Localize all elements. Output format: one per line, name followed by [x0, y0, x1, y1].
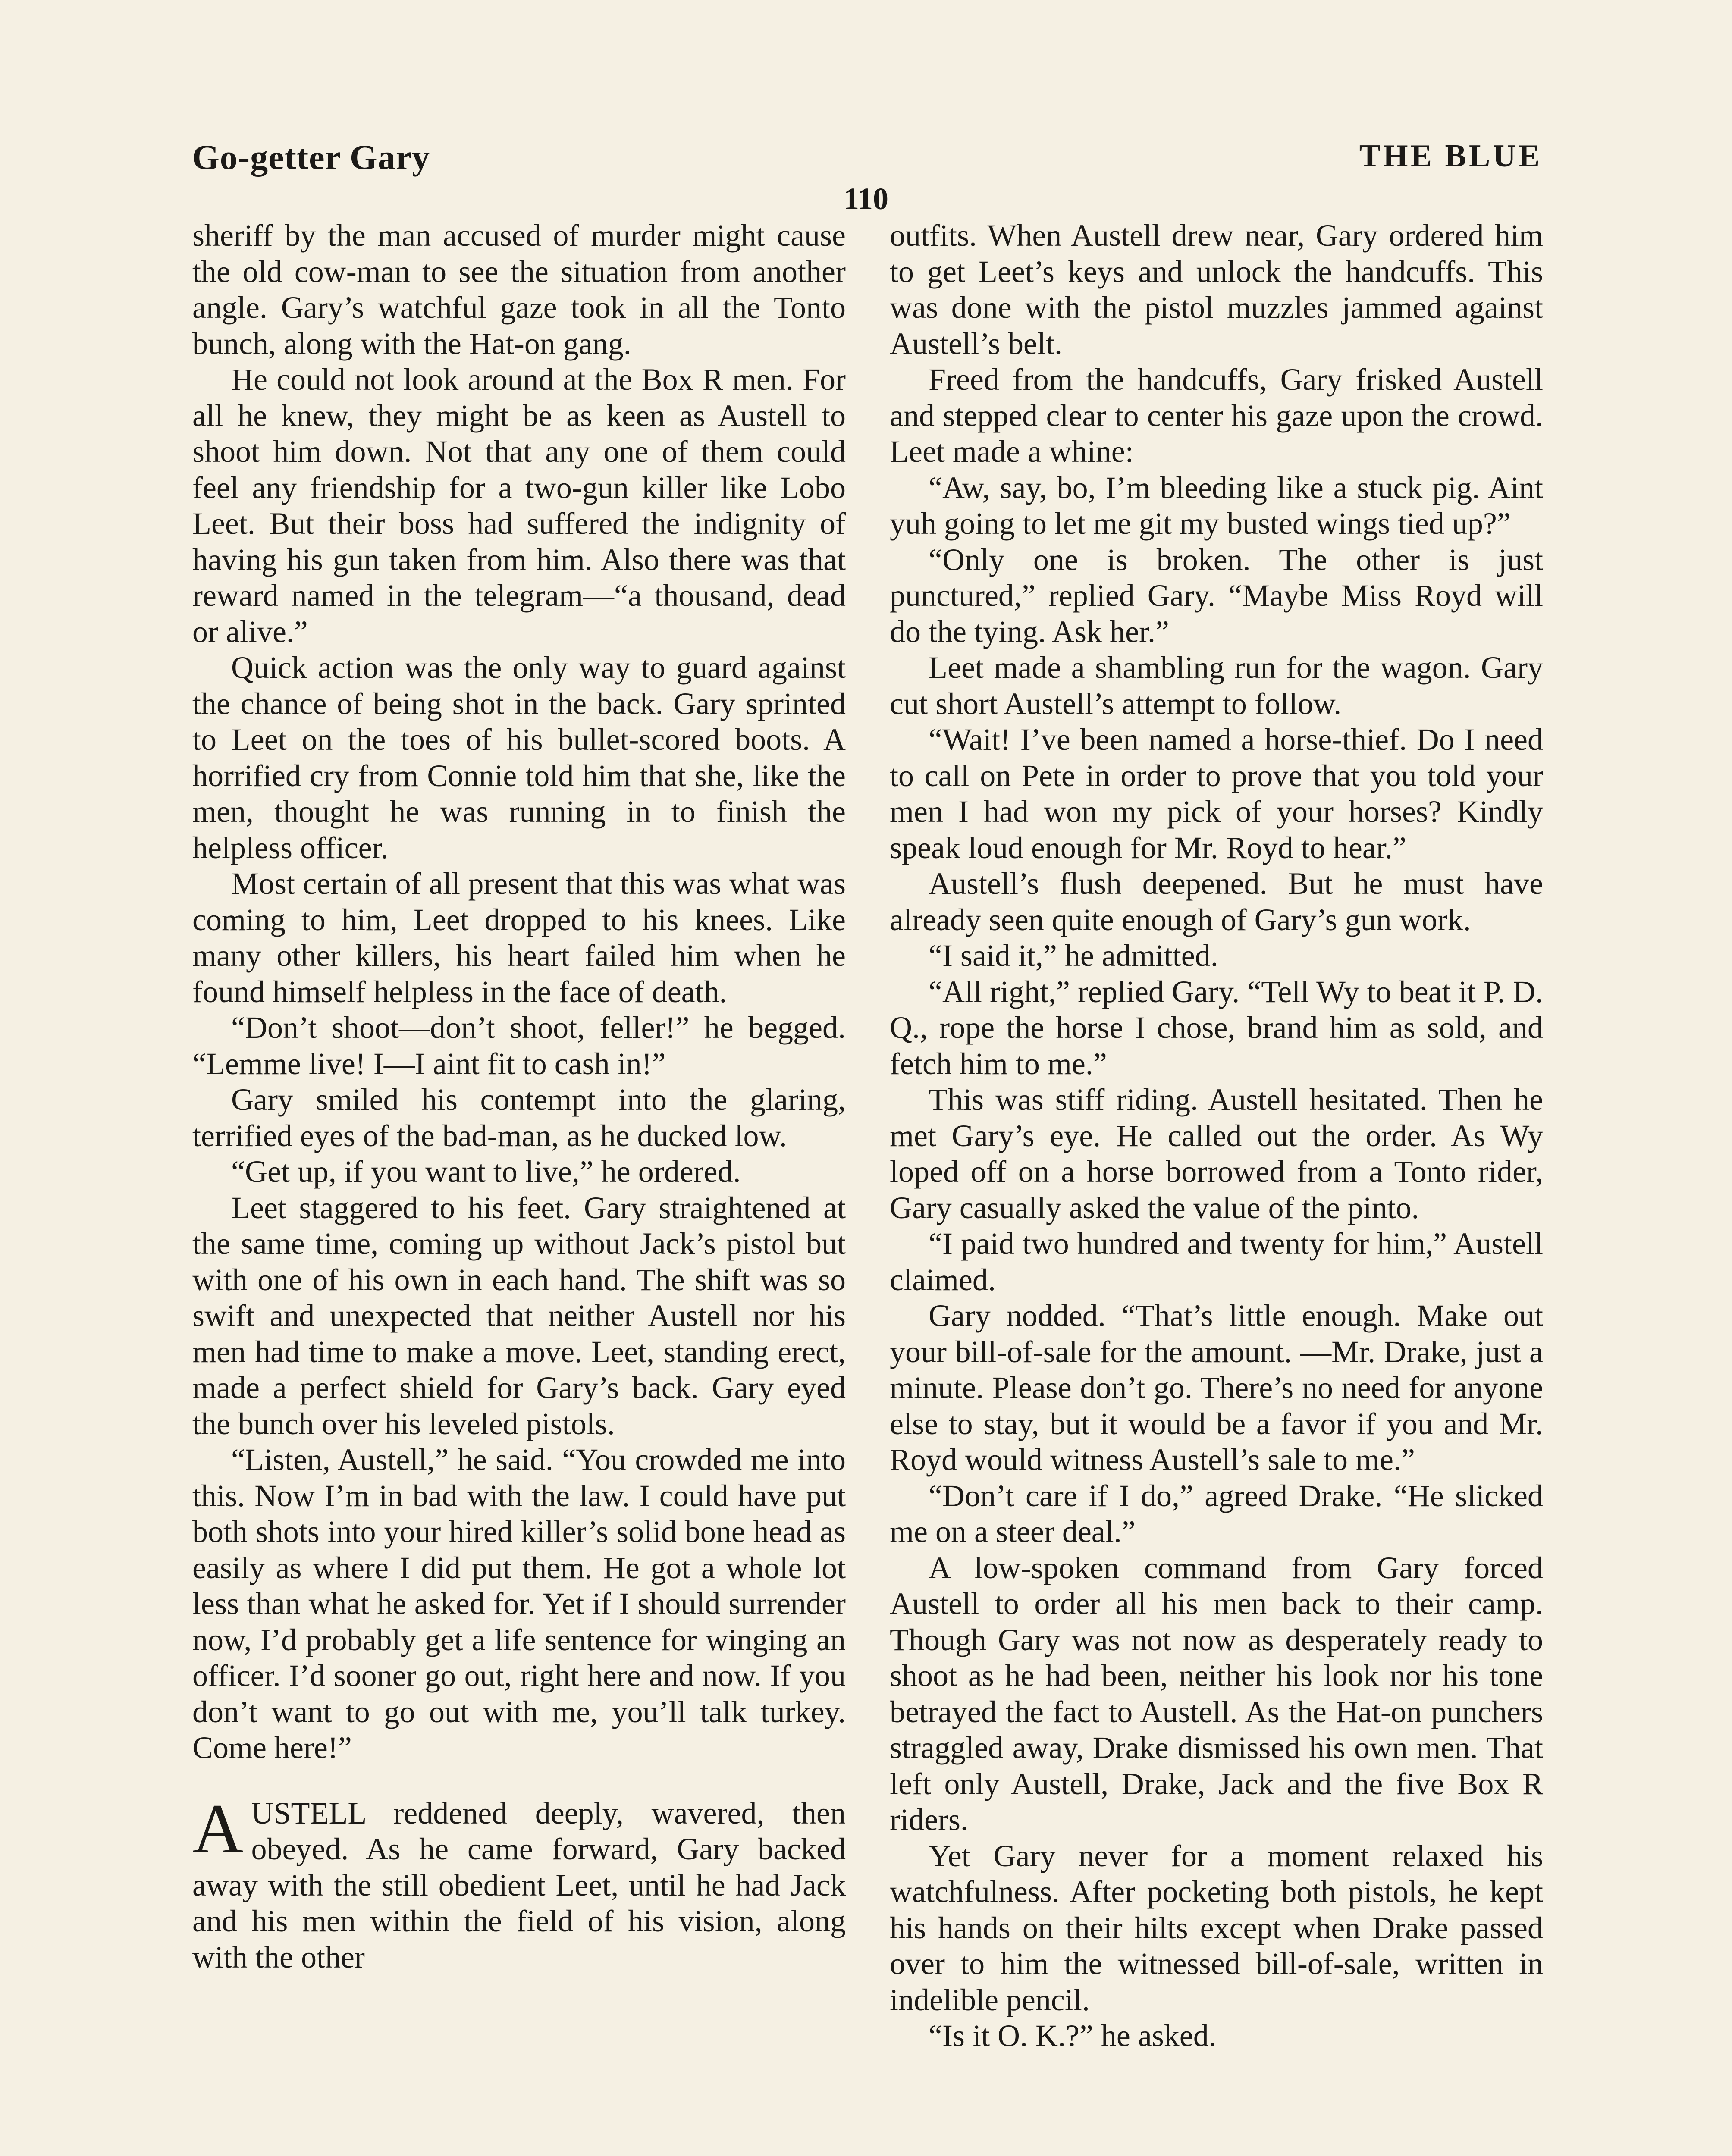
magazine-title: THE BLUE	[1359, 138, 1542, 174]
paragraph: “I paid two hundred and twenty for him,” Austell claimed.	[890, 1226, 1543, 1297]
paragraph: outfits. When Austell drew near, Gary ordered him to get Leet’s keys and unlock the handcuffs. This was done with the pistol muzzles jammed against Austell’s belt.	[890, 218, 1543, 361]
paragraph: A low-spoken command from Gary forced Austell to order all his men back to their camp. Though Gary was not now as desperately ready to shoot as he had been, neither his look nor his tone betrayed the fact to Austell. As the Hat-on punchers straggled away, Drake dismissed his own men. That left only Austell, Drake, Jack and the five Box R riders.	[890, 1550, 1543, 1837]
paragraph: Gary smiled his contempt into the glaring, terrified eyes of the bad-man, as he ducked low.	[192, 1082, 846, 1153]
right-column	[890, 218, 1543, 2054]
dropcap-paragraph-text: USTELL reddened deeply, wavered, then obeyed. As he came forward, Gary backed away with the still obedient Leet, until he had Jack and his men within the field of his vision, along with the other	[192, 1796, 846, 1974]
paragraph: Gary nodded. “That’s little enough. Make out your bill-of-sale for the amount. —Mr. Drake, just a minute. Please don’t go. There’s no need for anyone else to stay, but it would be a favor if you and Mr. Royd would witness Austell’s sale to me.”	[890, 1298, 1543, 1477]
paragraph: “Get up, if you want to live,” he ordered.	[231, 1154, 741, 1189]
story-title: Go-getter Gary	[192, 138, 430, 177]
paragraph: He could not look around at the Box R men. For all he knew, they might be as keen as Austell to shoot him down. Not that any one of them could feel any friendship for a two-gun killer like Lobo Leet. But their boss had suffered the indignity of having his gun taken from him. Also there was that reward named in the telegram—“a thousand, dead or alive.”	[192, 362, 846, 649]
page-number: 110	[843, 182, 889, 216]
paragraph: “Only one is broken. The other is just punctured,” replied Gary. “Maybe Miss Royd will do the tying. Ask her.”	[890, 542, 1543, 649]
drop-cap-initial: A	[192, 1789, 244, 1868]
paragraph: This was stiff riding. Austell hesitated. Then he met Gary’s eye. He called out the order. As Wy loped off on a horse borrowed from a Tonto rider, Gary casually asked the value of the pinto.	[890, 1082, 1543, 1225]
paragraph: sheriff by the man accused of murder might cause the old cow-man to see the situation from another angle. Gary’s watchful gaze took in all the Tonto bunch, along with the Hat-on gang.	[192, 218, 846, 361]
paragraph: “Don’t shoot—don’t shoot, feller!” he begged. “Lemme live! I—I aint fit to cash in!”	[192, 1010, 846, 1081]
paragraph: Leet made a shambling run for the wagon. Gary cut short Austell’s attempt to follow.	[890, 650, 1543, 721]
paragraph: “Don’t care if I do,” agreed Drake. “He slicked me on a steer deal.”	[890, 1478, 1543, 1549]
paragraph: Quick action was the only way to guard against the chance of being shot in the back. Gary sprinted to Leet on the toes of his bullet-scored boots. A horrified cry from Connie told him that she, like the men, thought he was running in to finish the helpless officer.	[192, 650, 846, 865]
paragraph: Freed from the handcuffs, Gary frisked Austell and stepped clear to center his gaze upon the crowd. Leet made a whine:	[890, 362, 1543, 469]
paragraph: Most certain of all present that this was what was coming to him, Leet dropped to his knees. Like many other killers, his heart failed him when he found himself helpless in the face of death.	[192, 866, 846, 1009]
paragraph: Yet Gary never for a moment relaxed his watchfulness. After pocketing both pistols, he kept his hands on their hilts except when Drake passed over to him the witnessed bill-of-sale, written in indelible pencil.	[890, 1838, 1543, 2017]
paragraph: Austell’s flush deepened. But he must have already seen quite enough of Gary’s gun work.	[890, 866, 1543, 937]
paragraph: “Is it O. K.?” he asked.	[929, 2018, 1217, 2053]
left-column	[192, 218, 846, 1975]
paragraph: “Listen, Austell,” he said. “You crowded me into this. Now I’m in bad with the law. I could have put both shots into your hired killer’s solid bone head as easily as where I did put them. He got a whole lot less than what he asked for. Yet if I should surrender now, I’d probably get a life sentence for winging an officer. I’d sooner go out, right here and now. If you don’t want to go out with me, you’ll talk turkey. Come here!”	[192, 1442, 846, 1765]
paragraph: Leet staggered to his feet. Gary straightened at the same time, coming up without Jack’s pistol but with one of his own in each hand. The shift was so swift and unexpected that neither Austell nor his men had time to make a move. Leet, standing erect, made a perfect shield for Gary’s back. Gary eyed the bunch over his leveled pistols.	[192, 1190, 846, 1441]
paragraph: “Wait! I’ve been named a horse-thief. Do I need to call on Pete in order to prove that you told your men I had won my pick of your horses? Kindly speak loud enough for Mr. Royd to hear.”	[890, 722, 1543, 865]
paragraph: “All right,” replied Gary. “Tell Wy to beat it P. D. Q., rope the horse I chose, brand him as sold, and fetch him to me.”	[890, 974, 1543, 1081]
dropcap-paragraph	[192, 1789, 846, 1976]
paragraph: “Aw, say, bo, I’m bleeding like a stuck pig. Aint yuh going to let me git my busted wings tied up?”	[890, 470, 1543, 541]
paragraph: “I said it,” he admitted.	[929, 938, 1218, 973]
